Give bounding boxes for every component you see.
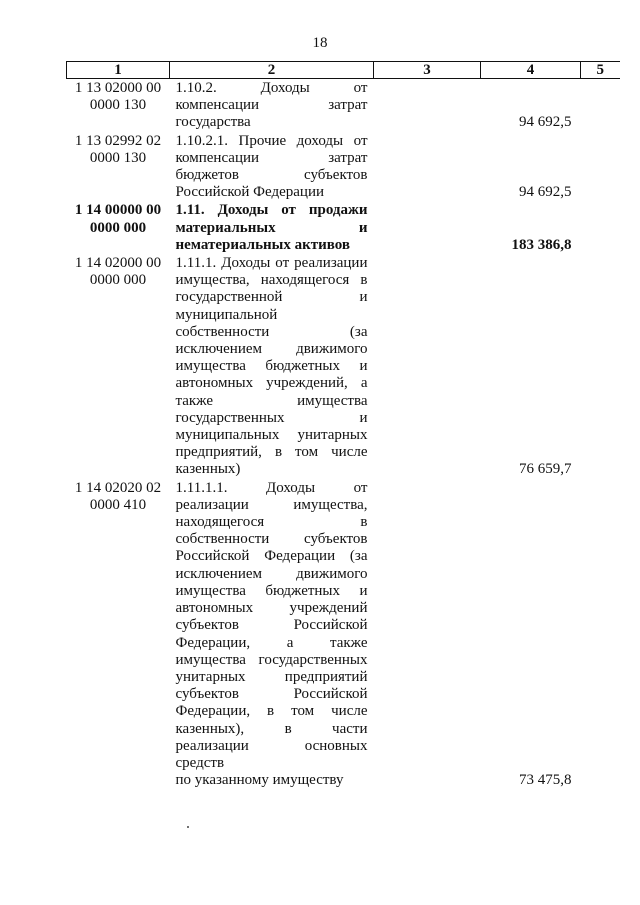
name-line: Федерации, в том числе (175, 703, 368, 720)
name-line: унитарных предприятий (175, 668, 368, 685)
code-line: 0000 130 (89, 149, 147, 166)
name-line: предприятий, в том числе (175, 444, 368, 461)
revenue-name (170, 201, 374, 254)
name-line: автономных учреждений (175, 600, 368, 617)
name-line: имущества бюджетных и (175, 358, 368, 375)
name-line: 1.11.1. Доходы от реализации (175, 255, 368, 272)
name-line: собственности субъектов (175, 531, 368, 548)
name-line: собственности (за (175, 323, 368, 340)
classification-code (67, 79, 170, 132)
name-line: казенных) (175, 461, 241, 478)
name-line: муниципальных унитарных (175, 427, 368, 444)
column-header-3: 3 (374, 62, 481, 79)
code-line: 1 13 02000 00 (74, 80, 162, 96)
name-line: бюджетов субъектов (175, 167, 368, 184)
name-line: автономных учреждений, а (175, 375, 368, 392)
name-line: 1.10.2. Доходы от (175, 80, 368, 96)
page-number: 18 (312, 35, 328, 51)
name-line: 1.10.2.1. Прочие доходы от (175, 132, 368, 149)
name-line: реализации основных средств (175, 737, 368, 771)
amount-cell: 183 386,8 (511, 236, 572, 253)
name-line: имущества бюджетных и (175, 582, 368, 599)
revenue-name (170, 254, 374, 479)
table-row (67, 479, 620, 790)
table-header-row (67, 62, 620, 79)
column-3-cell (374, 479, 481, 790)
name-line: Российской Федерации (175, 184, 325, 201)
amount-cell: 94 692,5 (519, 184, 572, 201)
name-line: исключением движимого (175, 565, 368, 582)
name-line: Федерации, а также (175, 634, 368, 651)
column-5-cell (581, 79, 620, 132)
code-line: 1 14 02000 00 (74, 255, 162, 272)
name-line: материальных и (175, 219, 368, 236)
name-line: также имущества (175, 392, 368, 409)
name-line: находящегося в (175, 514, 368, 531)
classification-code (67, 201, 170, 254)
classification-code (67, 479, 170, 790)
column-header-5: 5 (581, 62, 620, 79)
name-line: по указанному имуществу (175, 772, 344, 789)
code-line: 1 14 00000 00 (74, 202, 162, 219)
column-3-cell (374, 254, 481, 479)
name-line: имущества, находящегося в (175, 272, 368, 289)
name-line: Российской Федерации (за (175, 548, 368, 565)
table-row (67, 132, 620, 202)
column-header-2: 2 (170, 62, 374, 79)
name-line: субъектов Российской (175, 686, 368, 703)
column-header-4: 4 (481, 62, 581, 79)
code-line: 0000 000 (89, 219, 147, 236)
revenue-name (170, 132, 374, 202)
classification-code (67, 132, 170, 202)
name-line: исключением движимого (175, 341, 368, 358)
revenue-name (170, 479, 374, 790)
table-row (67, 201, 620, 254)
amount-cell: 76 659,7 (519, 461, 572, 478)
column-header-1: 1 (67, 62, 170, 79)
classification-code (67, 254, 170, 479)
column-3-cell (374, 132, 481, 202)
code-line: 1 14 02020 02 (74, 479, 162, 496)
column-3-cell (374, 201, 481, 254)
name-line: имущества государственных (175, 651, 368, 668)
column-5-cell (581, 132, 620, 202)
name-line: 1.11. Доходы от продажи (175, 202, 368, 219)
column-5-cell (581, 201, 620, 254)
name-line: нематериальных активов (175, 236, 350, 253)
name-line: казенных), в части (175, 720, 368, 737)
name-line: компенсации затрат (175, 97, 368, 114)
name-line: государственной и (175, 289, 368, 306)
scan-speck (187, 826, 189, 828)
name-line: 1.11.1.1. Доходы от (175, 479, 368, 496)
revenue-name (170, 79, 374, 132)
code-line: 0000 000 (89, 272, 147, 289)
table-row (67, 79, 620, 132)
name-line: государственных и (175, 409, 368, 426)
name-line: муниципальной (175, 306, 278, 323)
code-line: 0000 410 (89, 496, 147, 513)
name-line: реализации имущества, (175, 496, 368, 513)
code-line: 0000 130 (89, 97, 147, 114)
table-row (67, 254, 620, 479)
column-3-cell (374, 79, 481, 132)
column-5-cell (581, 479, 620, 790)
code-line: 1 13 02992 02 (74, 132, 162, 149)
name-line: государства (175, 114, 251, 131)
column-5-cell (581, 254, 620, 479)
name-line: компенсации затрат (175, 149, 368, 166)
revenue-table (66, 61, 620, 789)
name-line: субъектов Российской (175, 617, 368, 634)
amount-cell: 73 475,8 (519, 772, 572, 789)
amount-cell: 94 692,5 (519, 114, 572, 131)
